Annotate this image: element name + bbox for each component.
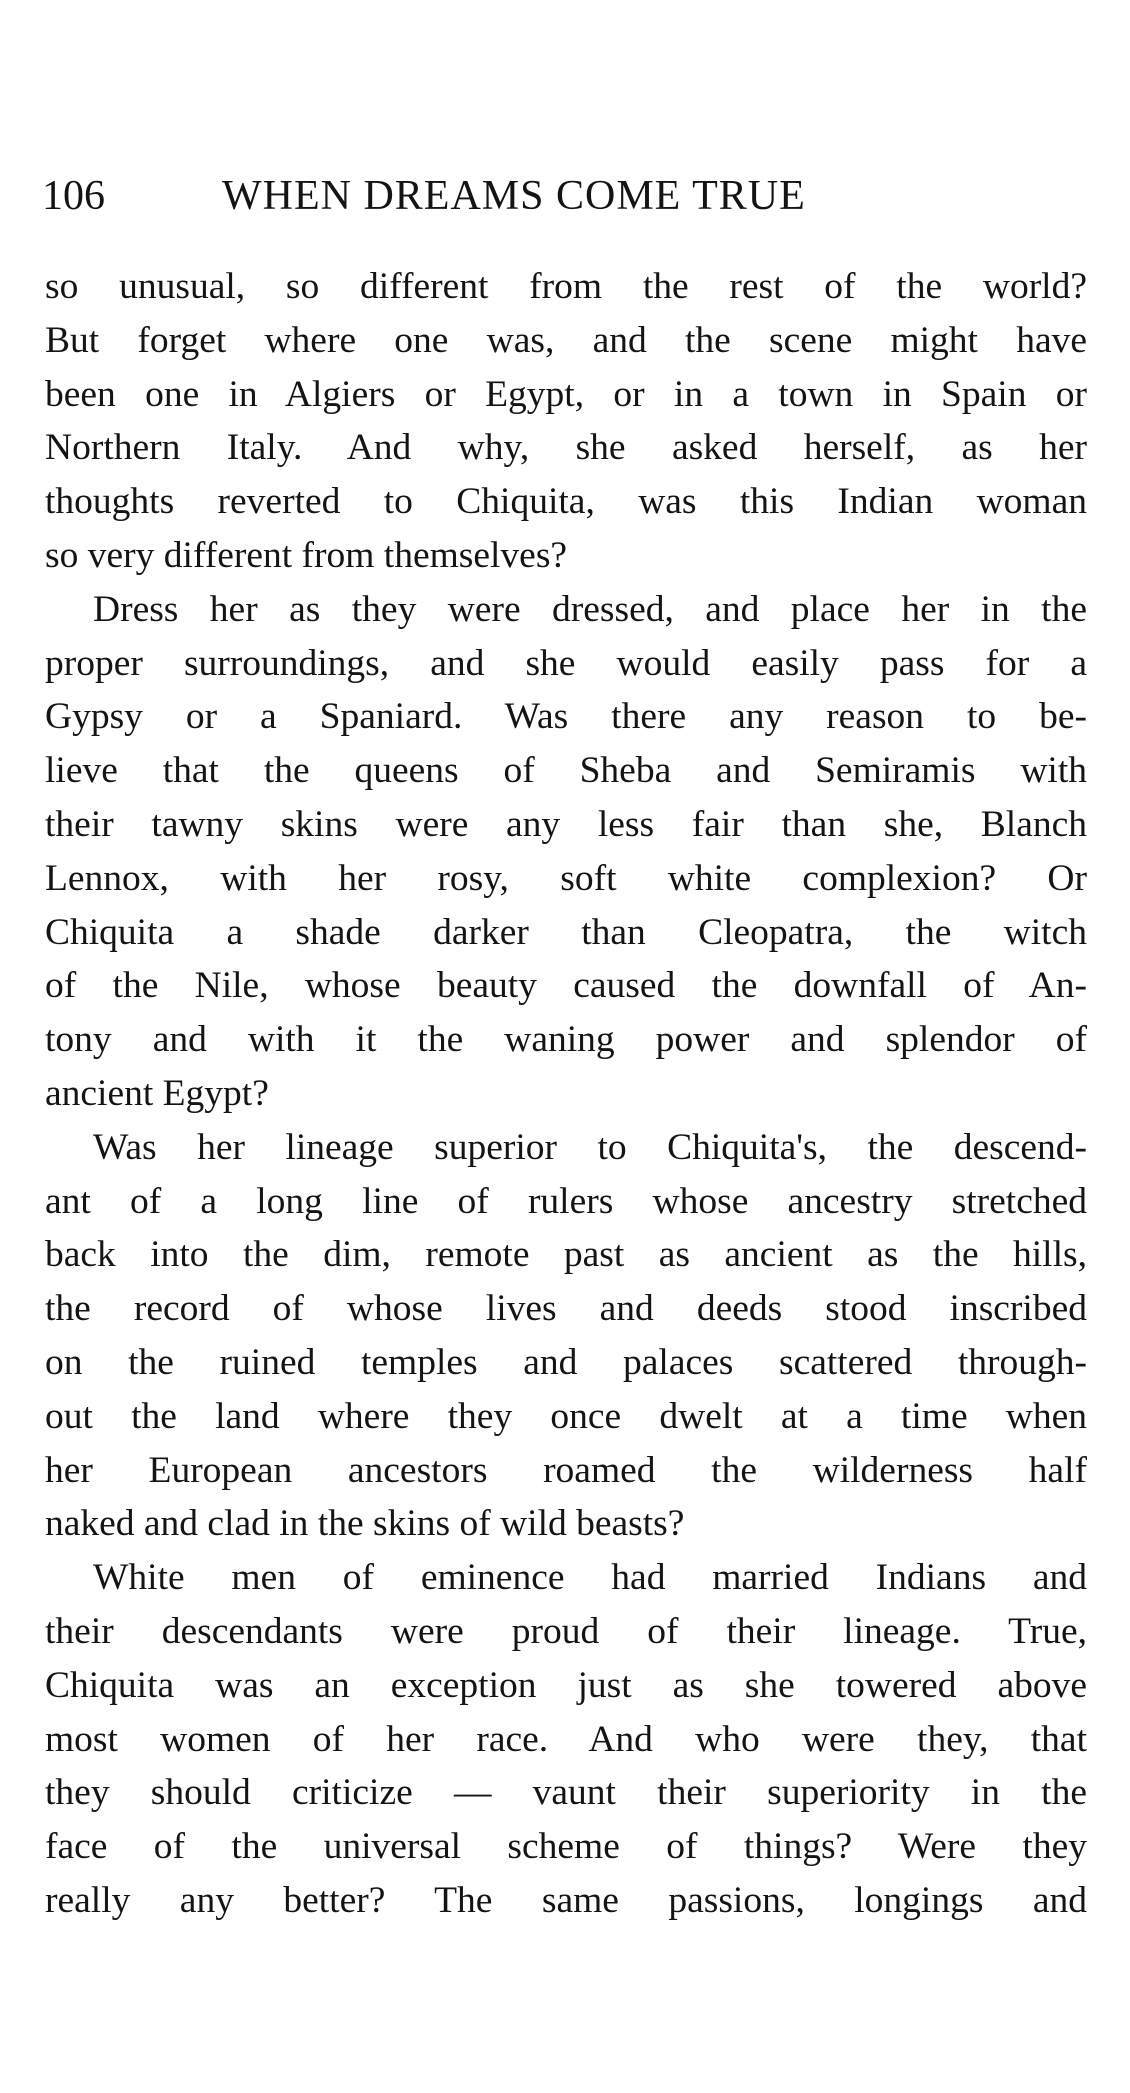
text-line: Was her lineage superior to Chiquita's, the descend- bbox=[93, 1126, 1087, 1168]
text-line: so very different from themselves? bbox=[45, 534, 568, 576]
text-line: their descendants were proud of their lineage. True, bbox=[45, 1610, 1087, 1652]
text-line: White men of eminence had married Indians and bbox=[93, 1557, 1087, 1599]
text-line: Gypsy or a Spaniard. Was there any reason to be- bbox=[45, 696, 1087, 738]
text-line: Northern Italy. And why, she asked herself, as her bbox=[45, 427, 1087, 469]
text-line: been one in Algiers or Egypt, or in a town in Spain or bbox=[45, 373, 1087, 415]
running-head bbox=[42, 166, 1092, 226]
text-line: Chiquita a shade darker than Cleopatra, the witch bbox=[45, 911, 1087, 953]
text-line: Dress her as they were dressed, and place her in the bbox=[93, 588, 1087, 630]
text-line: But forget where one was, and the scene might have bbox=[45, 319, 1087, 361]
text-line: thoughts reverted to Chiquita, was this Indian woman bbox=[45, 481, 1087, 523]
paragraph bbox=[45, 1121, 1087, 1551]
text-line: her European ancestors roamed the wilderness half bbox=[45, 1449, 1087, 1491]
text-line: Chiquita was an exception just as she towered above bbox=[45, 1664, 1087, 1706]
paragraph bbox=[45, 260, 1087, 583]
page-number: 106 bbox=[42, 173, 105, 219]
text-line: their tawny skins were any less fair than she, Blanch bbox=[45, 803, 1087, 845]
text-line: proper surroundings, and she would easily pass for a bbox=[45, 642, 1087, 684]
text-line: ancient Egypt? bbox=[45, 1072, 269, 1114]
text-line: really any better? The same passions, longings and bbox=[45, 1879, 1087, 1921]
text-line: the record of whose lives and deeds stood inscribed bbox=[45, 1288, 1087, 1330]
text-line: so unusual, so different from the rest of the world? bbox=[45, 266, 1087, 307]
text-line: on the ruined temples and palaces scattered through- bbox=[45, 1341, 1087, 1383]
body-text bbox=[45, 260, 1087, 1928]
text-line: tony and with it the waning power and splendor of bbox=[45, 1019, 1087, 1061]
text-line: out the land where they once dwelt at a time when bbox=[45, 1395, 1087, 1437]
text-line: back into the dim, remote past as ancient as the hills, bbox=[45, 1234, 1087, 1276]
running-title: WHEN DREAMS COME TRUE bbox=[222, 173, 806, 219]
text-line: ant of a long line of rulers whose ancestry stretched bbox=[45, 1180, 1087, 1222]
text-line: Lennox, with her rosy, soft white complexion? Or bbox=[45, 857, 1087, 899]
text-line: face of the universal scheme of things? Were they bbox=[45, 1826, 1087, 1868]
paragraph bbox=[45, 1551, 1087, 1928]
text-line: they should criticize — vaunt their superiority in the bbox=[45, 1772, 1087, 1814]
text-line: most women of her race. And who were they, that bbox=[45, 1718, 1087, 1760]
text-line: lieve that the queens of Sheba and Semiramis with bbox=[45, 750, 1087, 792]
paragraph bbox=[45, 583, 1087, 1121]
text-line: of the Nile, whose beauty caused the downfall of An- bbox=[45, 965, 1087, 1007]
text-line: naked and clad in the skins of wild beasts? bbox=[45, 1503, 685, 1545]
